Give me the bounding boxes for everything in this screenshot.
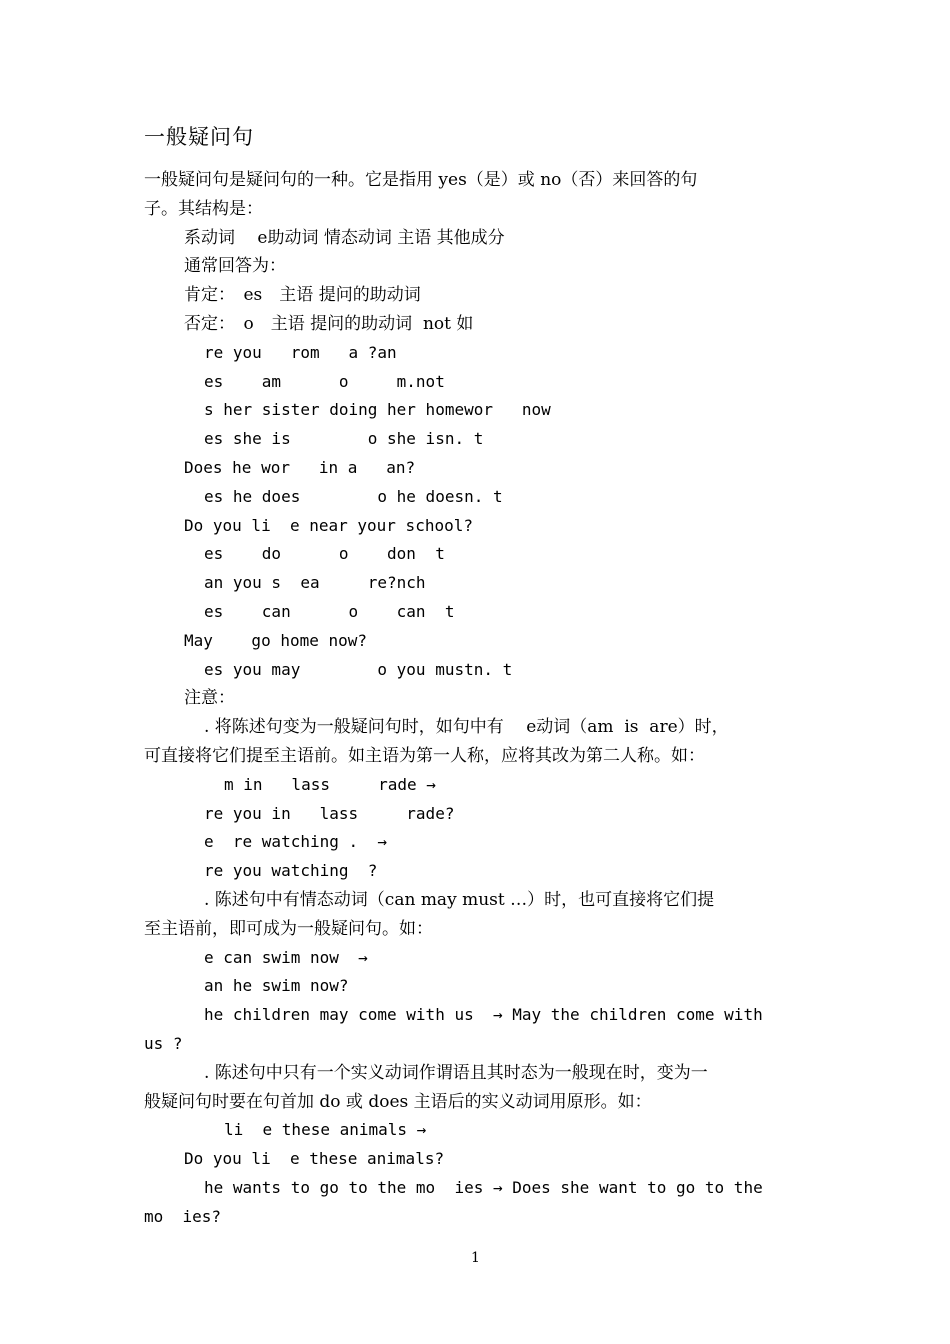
text-line: e re watching . →	[204, 832, 388, 852]
page-title: 一般疑问句	[144, 125, 254, 149]
text-line: es she is o she isn. t	[204, 429, 484, 449]
text-line: li e these animals →	[224, 1120, 427, 1140]
text-line: es do o don t	[204, 544, 445, 564]
text-line: . 陈述句中有情态动词（can may must …）时，也可直接将它们提	[204, 890, 715, 910]
text-line: 一般疑问句是疑问句的一种。它是指用 yes（是）或 no（否）来回答的句	[144, 170, 698, 190]
text-line: re you in lass rade?	[204, 803, 455, 823]
text-line: he children may come with us → May the children come with	[204, 1005, 763, 1025]
text-line: es you may o you mustn. t	[204, 659, 513, 679]
text-line: m in lass rade →	[224, 774, 436, 794]
text-line: s her sister doing her homewor now	[204, 400, 551, 420]
text-line: Does he wor in a an?	[184, 458, 416, 477]
text-line: he wants to go to the mo ies → Does she want to go to the	[204, 1178, 763, 1197]
text-line: an he swim now?	[204, 976, 349, 996]
text-line: es am o m.not	[204, 371, 445, 391]
text-line: 般疑问句时要在句首加 do 或 does 主语后的实义动词用原形。如：	[144, 1091, 652, 1112]
text-line: es he does o he doesn. t	[204, 486, 503, 506]
text-line: May go home now?	[184, 630, 368, 650]
text-line: 肯定： es 主语 提问的助动词	[184, 285, 421, 306]
text-line: Do you li e near your school?	[184, 515, 473, 535]
text-line: 至主语前，即可成为一般疑问句。如：	[144, 918, 433, 939]
text-line: Do you li e these animals?	[184, 1149, 445, 1169]
text-line: re you watching ?	[204, 861, 378, 881]
text-line: 可直接将它们提至主语前。如主语为第一人称，应将其改为第二人称。如：	[144, 746, 705, 766]
text-line: mo ies?	[144, 1206, 222, 1226]
text-line: 系动词 e助动词 情态动词 主语 其他成分	[184, 227, 505, 248]
text-line: es can o can t	[204, 602, 455, 621]
text-line: e can swim now →	[204, 947, 368, 967]
text-line: an you s ea re?nch	[204, 573, 426, 593]
page-number: 1	[471, 1250, 480, 1266]
text-line: re you rom a ?an	[204, 342, 397, 362]
text-line: 通常回答为：	[184, 256, 286, 277]
text-line: 子。其结构是：	[144, 198, 263, 219]
text-line: . 将陈述句变为一般疑问句时，如句中有 e动词（am is are）时，	[204, 717, 729, 738]
text-line: us ?	[144, 1034, 183, 1053]
text-line: 注意：	[184, 688, 235, 709]
text-line: . 陈述句中只有一个实义动词作谓语且其时态为一般现在时，变为一	[204, 1062, 708, 1083]
text-line: 否定： o 主语 提问的助动词 not 如	[184, 314, 474, 334]
